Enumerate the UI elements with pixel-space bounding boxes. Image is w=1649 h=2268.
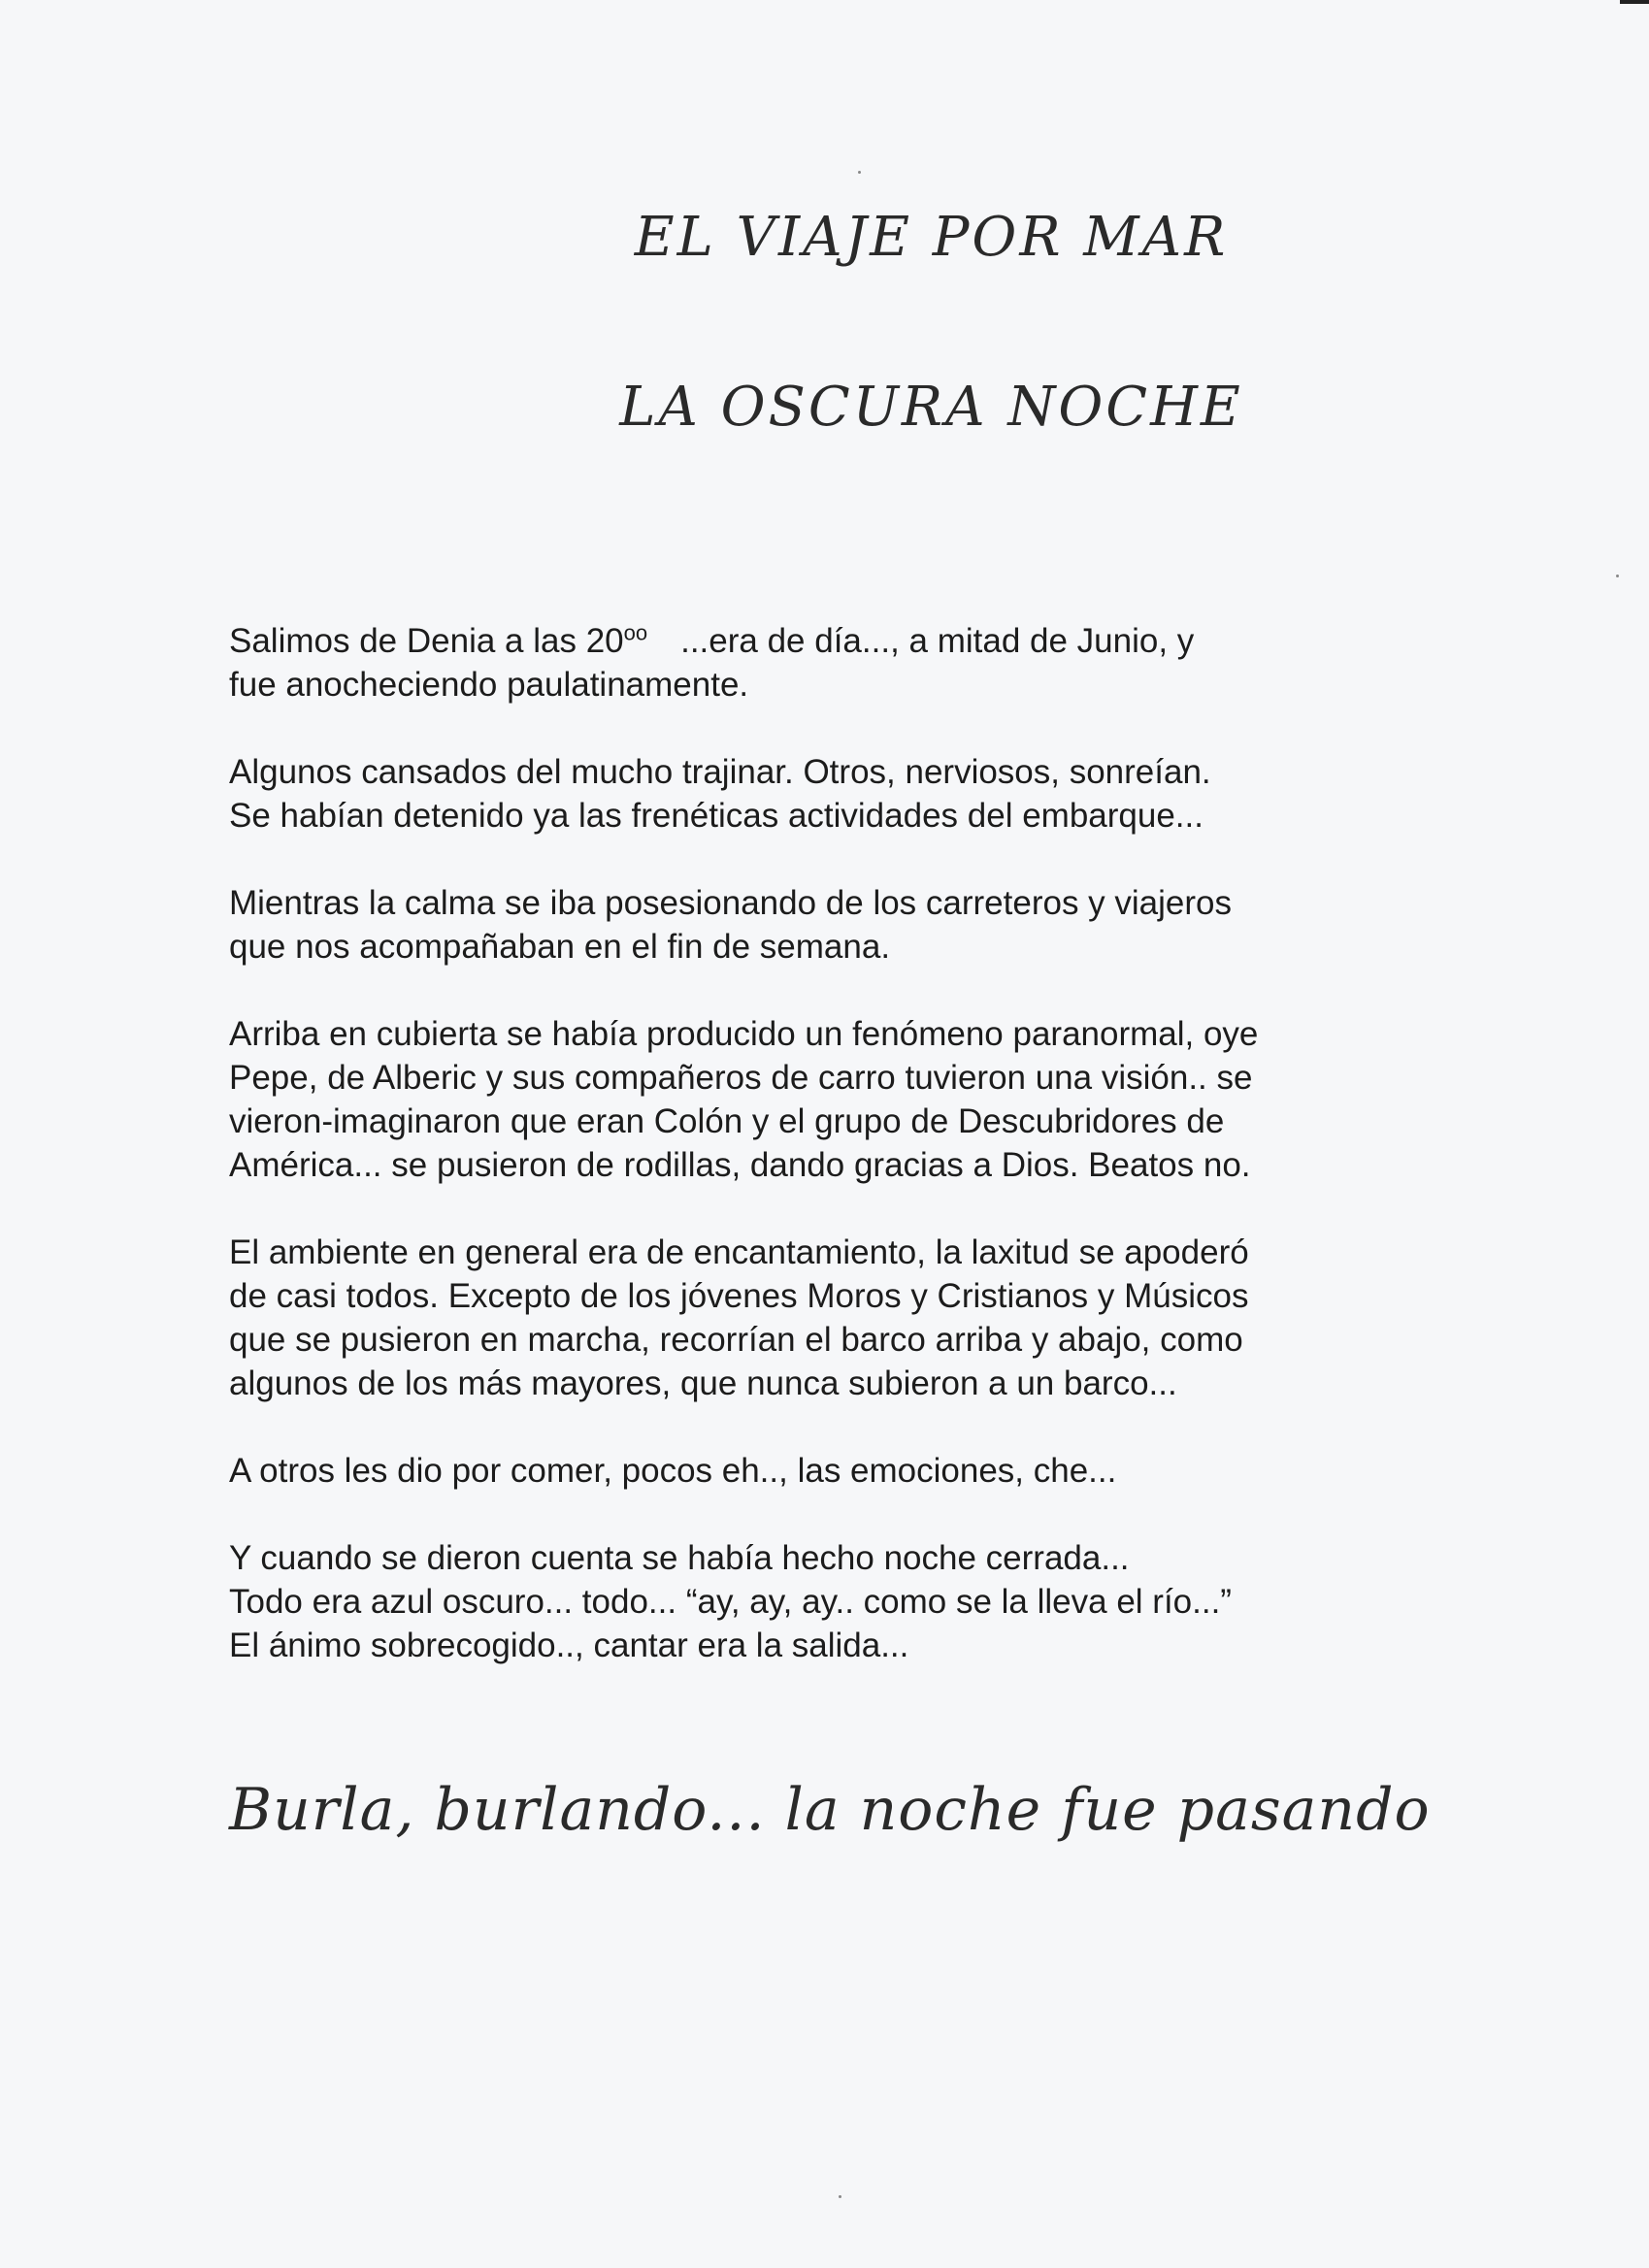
text-line: Y cuando se dieron cuenta se había hecho noche cerrada... xyxy=(229,1539,1130,1577)
text-line: Pepe, de Alberic y sus compañeros de carro tuvieron una visión.. se xyxy=(229,1059,1253,1097)
text-line: Arriba en cubierta se había producido un fenómeno paranormal, oye xyxy=(229,1015,1259,1053)
text-line: fue anocheciendo paulatinamente. xyxy=(229,666,749,704)
text-line: Algunos cansados del mucho trajinar. Otros, nerviosos, sonreían. xyxy=(229,753,1211,791)
text-line: A otros les dio por comer, pocos eh.., las emociones, che... xyxy=(229,1452,1117,1490)
text-line: algunos de los más mayores, que nunca subieron a un barco... xyxy=(229,1364,1177,1402)
scan-speck xyxy=(858,171,861,174)
scan-speck xyxy=(839,2195,841,2198)
text-line: que nos acompañaban en el fin de semana. xyxy=(229,928,891,966)
text-line: vieron-imaginaron que eran Colón y el grupo de Descubridores de xyxy=(229,1102,1225,1140)
scan-corner-mark xyxy=(1620,0,1649,4)
text-fragment: Salimos de Denia a las 20 xyxy=(229,622,624,660)
paragraph xyxy=(229,881,1423,969)
text-line: Todo era azul oscuro... todo... “ay, ay, ay.. como se la lleva el río...” xyxy=(229,1583,1232,1621)
paragraph xyxy=(229,619,1423,707)
paragraph xyxy=(229,1536,1423,1667)
document-title: EL VIAJE POR MAR xyxy=(634,206,1229,269)
text-line: América... se pusieron de rodillas, dando gracias a Dios. Beatos no. xyxy=(229,1146,1251,1184)
paragraph xyxy=(229,1012,1423,1187)
paragraph xyxy=(229,750,1423,838)
text-line xyxy=(229,619,1423,663)
closing-line: Burla, burlando... la noche fue pasando xyxy=(229,1776,1431,1844)
document-body xyxy=(229,619,1423,1711)
text-line: El ambiente en general era de encantamiento, la laxitud se apoderó xyxy=(229,1233,1249,1271)
paragraph xyxy=(229,1449,1423,1493)
text-line: Se habían detenido ya las frenéticas actividades del embarque... xyxy=(229,797,1204,835)
superscript: oo xyxy=(623,620,648,645)
text-line: El ánimo sobrecogido.., cantar era la salida... xyxy=(229,1627,909,1664)
text-line: Mientras la calma se iba posesionando de los carreteros y viajeros xyxy=(229,884,1233,922)
text-fragment: ...era de día..., a mitad de Junio, y xyxy=(680,622,1195,660)
text-line: que se pusieron en marcha, recorrían el barco arriba y abajo, como xyxy=(229,1321,1243,1359)
document-subtitle: LA OSCURA NOCHE xyxy=(619,376,1243,439)
text-line: de casi todos. Excepto de los jóvenes Moros y Cristianos y Músicos xyxy=(229,1277,1249,1315)
scan-speck xyxy=(1616,575,1619,577)
paragraph xyxy=(229,1231,1423,1405)
